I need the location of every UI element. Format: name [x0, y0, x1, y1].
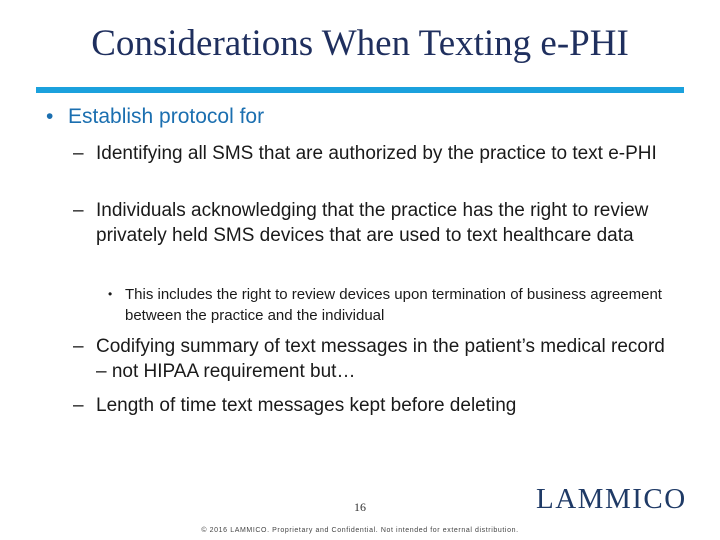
dash-icon: – — [73, 336, 84, 357]
dash-icon: – — [73, 200, 84, 221]
dash-icon: – — [73, 143, 84, 164]
footer-copyright: © 2016 LAMMICO. Proprietary and Confidential. Not intended for external distribution. — [201, 527, 519, 534]
bullet-icon: • — [46, 105, 54, 128]
sub-sub-point-1 — [108, 284, 688, 326]
lammico-logo: LAMMICO — [536, 483, 687, 515]
sub-point-text: Identifying all SMS that are authorized by the practice to text e-PHI — [96, 143, 657, 164]
page-number: 16 — [354, 500, 366, 514]
sub-point-1 — [73, 141, 673, 166]
sub-point-text: Individuals acknowledging that the practice has the right to review privately held SMS devices that are used to text healthcare data — [96, 200, 649, 246]
small-bullet-icon: • — [108, 287, 113, 301]
sub-point-3 — [73, 334, 673, 384]
main-bullet-text: Establish protocol for — [68, 105, 265, 128]
sub-point-4 — [73, 393, 673, 418]
sub-sub-point-text: This includes the right to review devices upon termination of business agreement between the practice and the individual — [125, 286, 662, 324]
sub-point-text: Length of time text messages kept before deleting — [96, 395, 517, 416]
sub-point-2 — [73, 198, 673, 248]
sub-point-text: Codifying summary of text messages in the patient’s medical record – not HIPAA requirement but… — [96, 336, 665, 382]
main-bullet-point — [46, 105, 264, 129]
slide-title: Considerations When Texting e-PHI — [91, 23, 629, 64]
dash-icon: – — [73, 395, 84, 416]
